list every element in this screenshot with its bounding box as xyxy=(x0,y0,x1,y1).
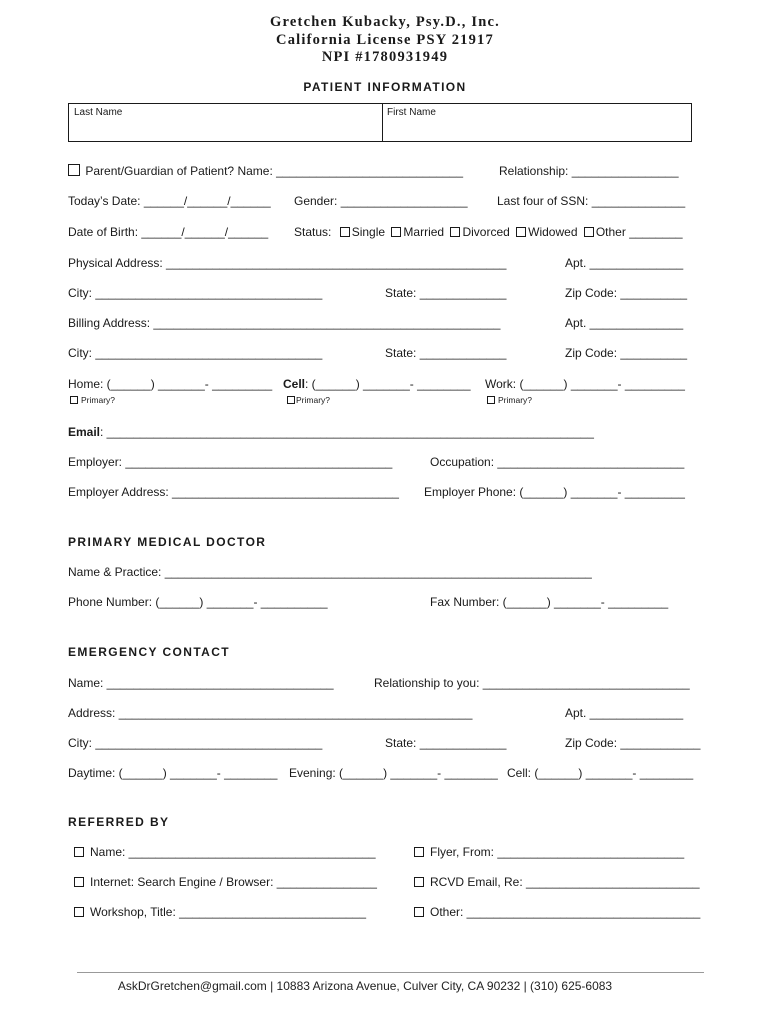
doctor-phone-field[interactable]: Phone Number: (______) _______- __________ xyxy=(68,595,328,609)
home-phone-field[interactable]: Home: (______) _______- _________ xyxy=(68,377,273,391)
practice-name: Gretchen Kubacky, Psy.D., Inc. xyxy=(270,14,500,30)
emergency-evening-field[interactable]: Evening: (______) _______- ________ xyxy=(289,766,498,780)
license-number: California License PSY 21917 xyxy=(276,32,494,48)
home-primary xyxy=(70,395,115,405)
emergency-address-field[interactable]: Address: _____________________________________________________ xyxy=(68,706,473,720)
guardian-row xyxy=(68,164,463,178)
emergency-name-field[interactable]: Name: __________________________________ xyxy=(68,676,334,690)
emergency-zip-field[interactable]: Zip Code: ____________ xyxy=(565,736,701,750)
referred-name-field[interactable]: Name: _____________________________________ xyxy=(90,845,376,859)
emergency-city-field[interactable]: City: __________________________________ xyxy=(68,736,323,750)
first-name-input[interactable] xyxy=(386,120,686,138)
employer-phone-field[interactable]: Employer Phone: (______) _______- _________ xyxy=(424,485,685,499)
referred-workshop-field[interactable]: Workshop, Title: ____________________________ xyxy=(90,905,367,919)
referred-internet-option xyxy=(74,875,377,889)
status-other-field[interactable]: Other ________ xyxy=(595,225,683,239)
physical-city-field[interactable]: City: __________________________________ xyxy=(68,286,323,300)
home-primary-label: Primary? xyxy=(81,395,116,405)
referred-other-option xyxy=(414,905,700,919)
status-other-checkbox[interactable] xyxy=(584,227,594,237)
billing-address-field[interactable]: Billing Address: ____________________________________________________ xyxy=(68,316,501,330)
email-line: : _________________________________________________________________________ xyxy=(100,425,594,439)
cell-phone-value: : (______) _______- ________ xyxy=(305,377,471,391)
footer-divider xyxy=(77,972,704,973)
footer-contact: AskDrGretchen@gmail.com | 10883 Arizona Avenue, Culver City, CA 90232 | (310) 625-6083 xyxy=(117,979,613,993)
status-widowed-label: Widowed xyxy=(528,225,578,239)
physical-apt-field[interactable]: Apt. ______________ xyxy=(565,256,684,270)
doctor-fax-field[interactable]: Fax Number: (______) _______- _________ xyxy=(430,595,669,609)
emergency-cell-field[interactable]: Cell: (______) _______- ________ xyxy=(507,766,694,780)
dob-field[interactable]: Date of Birth: ______/______/______ xyxy=(68,225,269,239)
referred-flyer-field[interactable]: Flyer, From: ____________________________ xyxy=(430,845,685,859)
physical-zip-field[interactable]: Zip Code: __________ xyxy=(565,286,688,300)
referred-workshop-checkbox[interactable] xyxy=(74,907,84,917)
status-married-checkbox[interactable] xyxy=(391,227,401,237)
physical-address-field[interactable]: Physical Address: ___________________________________________________ xyxy=(68,256,507,270)
status-group xyxy=(294,225,683,239)
name-box-divider xyxy=(382,104,383,141)
billing-state-field[interactable]: State: _____________ xyxy=(385,346,507,360)
work-primary xyxy=(487,395,532,405)
guardian-relationship-field[interactable]: Relationship: ________________ xyxy=(499,164,679,178)
referred-workshop-option xyxy=(74,905,366,919)
cell-primary xyxy=(287,395,330,405)
ssn-field[interactable]: Last four of SSN: ______________ xyxy=(497,194,686,208)
referred-rcvd-option xyxy=(414,875,700,889)
referred-internet-field[interactable]: Internet: Search Engine / Browser: _______________ xyxy=(90,875,377,889)
billing-zip-field[interactable]: Zip Code: __________ xyxy=(565,346,688,360)
guardian-name-field[interactable]: Parent/Guardian of Patient? Name: ____________________________ xyxy=(85,164,463,178)
status-divorced-label: Divorced xyxy=(462,225,510,239)
last-name-label: Last Name xyxy=(74,107,123,118)
referred-flyer-option xyxy=(414,845,684,859)
cell-primary-label: Primary? xyxy=(296,395,331,405)
work-primary-label: Primary? xyxy=(498,395,533,405)
physical-state-field[interactable]: State: _____________ xyxy=(385,286,507,300)
emergency-state-field[interactable]: State: _____________ xyxy=(385,736,507,750)
npi-number: NPI #1780931949 xyxy=(321,49,449,65)
todays-date-field[interactable]: Today’s Date: ______/______/______ xyxy=(68,194,271,208)
referred-other-field[interactable]: Other: ___________________________________ xyxy=(430,905,701,919)
home-primary-checkbox[interactable] xyxy=(70,396,78,404)
billing-apt-field[interactable]: Apt. ______________ xyxy=(565,316,684,330)
last-name-input[interactable] xyxy=(73,120,373,138)
emergency-relationship-field[interactable]: Relationship to you: _______________________________ xyxy=(374,676,690,690)
billing-city-field[interactable]: City: __________________________________ xyxy=(68,346,323,360)
work-primary-checkbox[interactable] xyxy=(487,396,495,404)
gender-field[interactable]: Gender: ___________________ xyxy=(294,194,468,208)
patient-information-title: PATIENT INFORMATION xyxy=(303,80,467,94)
referred-name-option xyxy=(74,845,376,859)
cell-primary-checkbox[interactable] xyxy=(287,396,295,404)
referred-by-title: REFERRED BY xyxy=(68,815,170,829)
status-single-checkbox[interactable] xyxy=(340,227,350,237)
referred-rcvd-field[interactable]: RCVD Email, Re: __________________________ xyxy=(430,875,700,889)
cell-label: Cell xyxy=(283,377,306,391)
emergency-daytime-field[interactable]: Daytime: (______) _______- ________ xyxy=(68,766,278,780)
primary-doctor-title: PRIMARY MEDICAL DOCTOR xyxy=(68,535,267,549)
status-divorced-checkbox[interactable] xyxy=(450,227,460,237)
referred-name-checkbox[interactable] xyxy=(74,847,84,857)
status-label: Status: xyxy=(294,225,332,239)
status-single-label: Single xyxy=(351,225,386,239)
employer-field[interactable]: Employer: ________________________________________ xyxy=(68,455,393,469)
status-married-label: Married xyxy=(403,225,445,239)
referred-flyer-checkbox[interactable] xyxy=(414,847,424,857)
work-phone-field[interactable]: Work: (______) _______- _________ xyxy=(485,377,685,391)
email-field[interactable] xyxy=(68,425,594,439)
referred-rcvd-checkbox[interactable] xyxy=(414,877,424,887)
status-widowed-checkbox[interactable] xyxy=(516,227,526,237)
referred-other-checkbox[interactable] xyxy=(414,907,424,917)
doctor-name-practice-field[interactable]: Name & Practice: ________________________________________________________________ xyxy=(68,565,592,579)
first-name-label: First Name xyxy=(387,107,436,118)
cell-phone-field[interactable] xyxy=(283,377,471,391)
emergency-apt-field[interactable]: Apt. ______________ xyxy=(565,706,684,720)
guardian-checkbox[interactable] xyxy=(68,164,80,176)
email-label: Email xyxy=(68,425,101,439)
employer-address-field[interactable]: Employer Address: __________________________________ xyxy=(68,485,399,499)
emergency-contact-title: EMERGENCY CONTACT xyxy=(68,645,231,659)
occupation-field[interactable]: Occupation: ____________________________ xyxy=(430,455,685,469)
referred-internet-checkbox[interactable] xyxy=(74,877,84,887)
